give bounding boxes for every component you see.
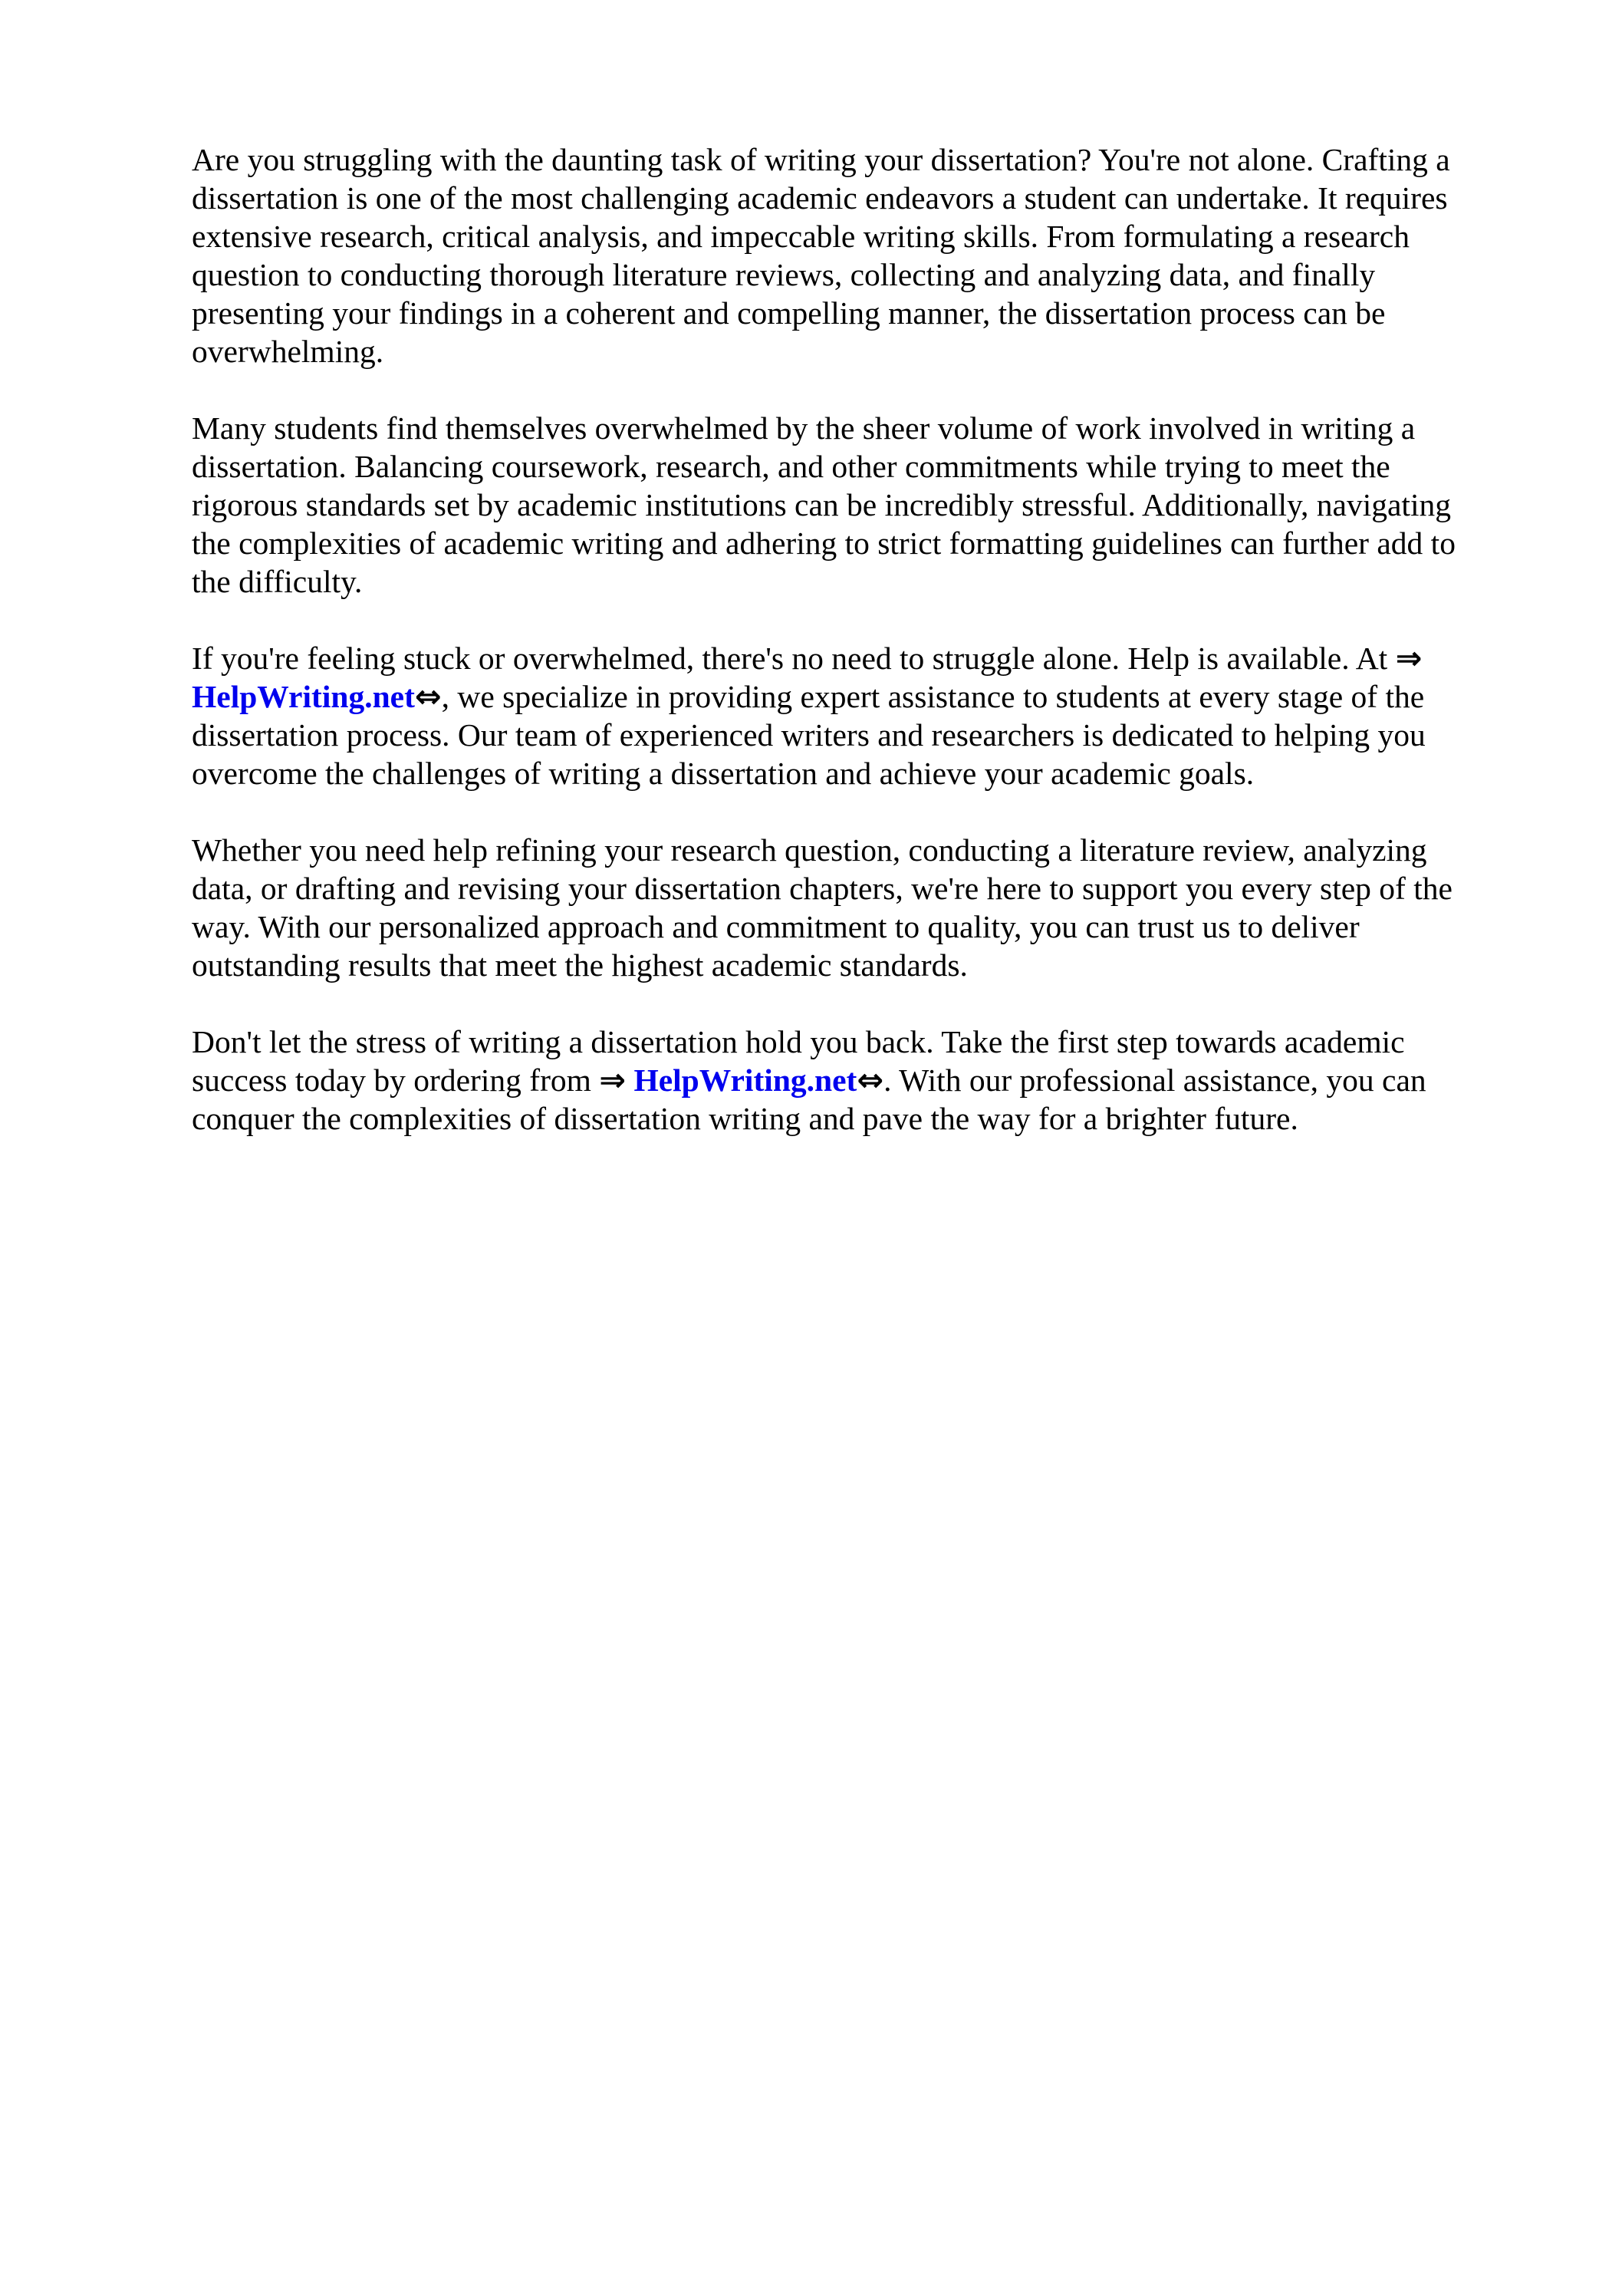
paragraph-help-available: [192, 639, 1488, 792]
paragraph-text: . With our professional assistance, you can conquer the complexities of dissertation writing and pave the way for a brighter future.: [192, 1062, 1426, 1136]
paragraph-text: Don't let the stress of writing a dissertation hold you back. Take the first step towards academic success today by ordering from: [192, 1024, 1405, 1098]
paragraph-text: Are you struggling with the daunting task of writing your dissertation? You're not alone. Crafting a dissertation is one of the most challenging academic endeavors a student can undertake. It requires extensive research, critical analysis, and impeccable writing skills. From formulating a research question to conducting thorough literature reviews, collecting and analyzing data, and finally presenting your findings in a coherent and compelling manner, the dissertation process can be overwhelming.: [192, 142, 1450, 369]
paragraph-overwhelmed: [192, 409, 1488, 601]
paragraph-services: [192, 831, 1488, 984]
helpwriting-link[interactable]: HelpWriting.net: [633, 1062, 857, 1098]
document-text-content: [192, 140, 1488, 1176]
paragraph-call-to-action: [192, 1023, 1488, 1138]
paragraph-text: Many students find themselves overwhelmed by the sheer volume of work involved in writing a dissertation. Balancing coursework, research, and other commitments while trying to meet the rigorous standards set by academic institutions can be incredibly stressful. Additionally, navigating the complexities of academic writing and adhering to strict formatting guidelines can further add to the difficulty.: [192, 410, 1456, 599]
helpwriting-link[interactable]: HelpWriting.net: [192, 679, 415, 714]
paragraph-text: Whether you need help refining your research question, conducting a literature review, analyzing data, or drafting and revising your dissertation chapters, we're here to support you every step of the way. With our personalized approach and commitment to quality, you can trust us to deliver outstanding results that meet the highest academic standards.: [192, 832, 1453, 983]
double-arrow-right-icon: ⇒: [1395, 639, 1423, 677]
double-arrow-left-right-icon: ⇔: [857, 1061, 884, 1099]
double-arrow-right-icon: ⇒: [599, 1061, 627, 1099]
paragraph-intro: [192, 140, 1488, 371]
paragraph-text: [626, 1062, 633, 1098]
double-arrow-left-right-icon: ⇔: [414, 677, 442, 715]
paragraph-text: , we specialize in providing expert assistance to students at every stage of the dissertation process. Our team of experienced writers and researchers is dedicated to helping you overcome the challenges of writing a dissertation and achieve your academic goals.: [192, 679, 1426, 791]
paragraph-text: If you're feeling stuck or overwhelmed, there's no need to struggle alone. Help is available. At: [192, 641, 1396, 676]
